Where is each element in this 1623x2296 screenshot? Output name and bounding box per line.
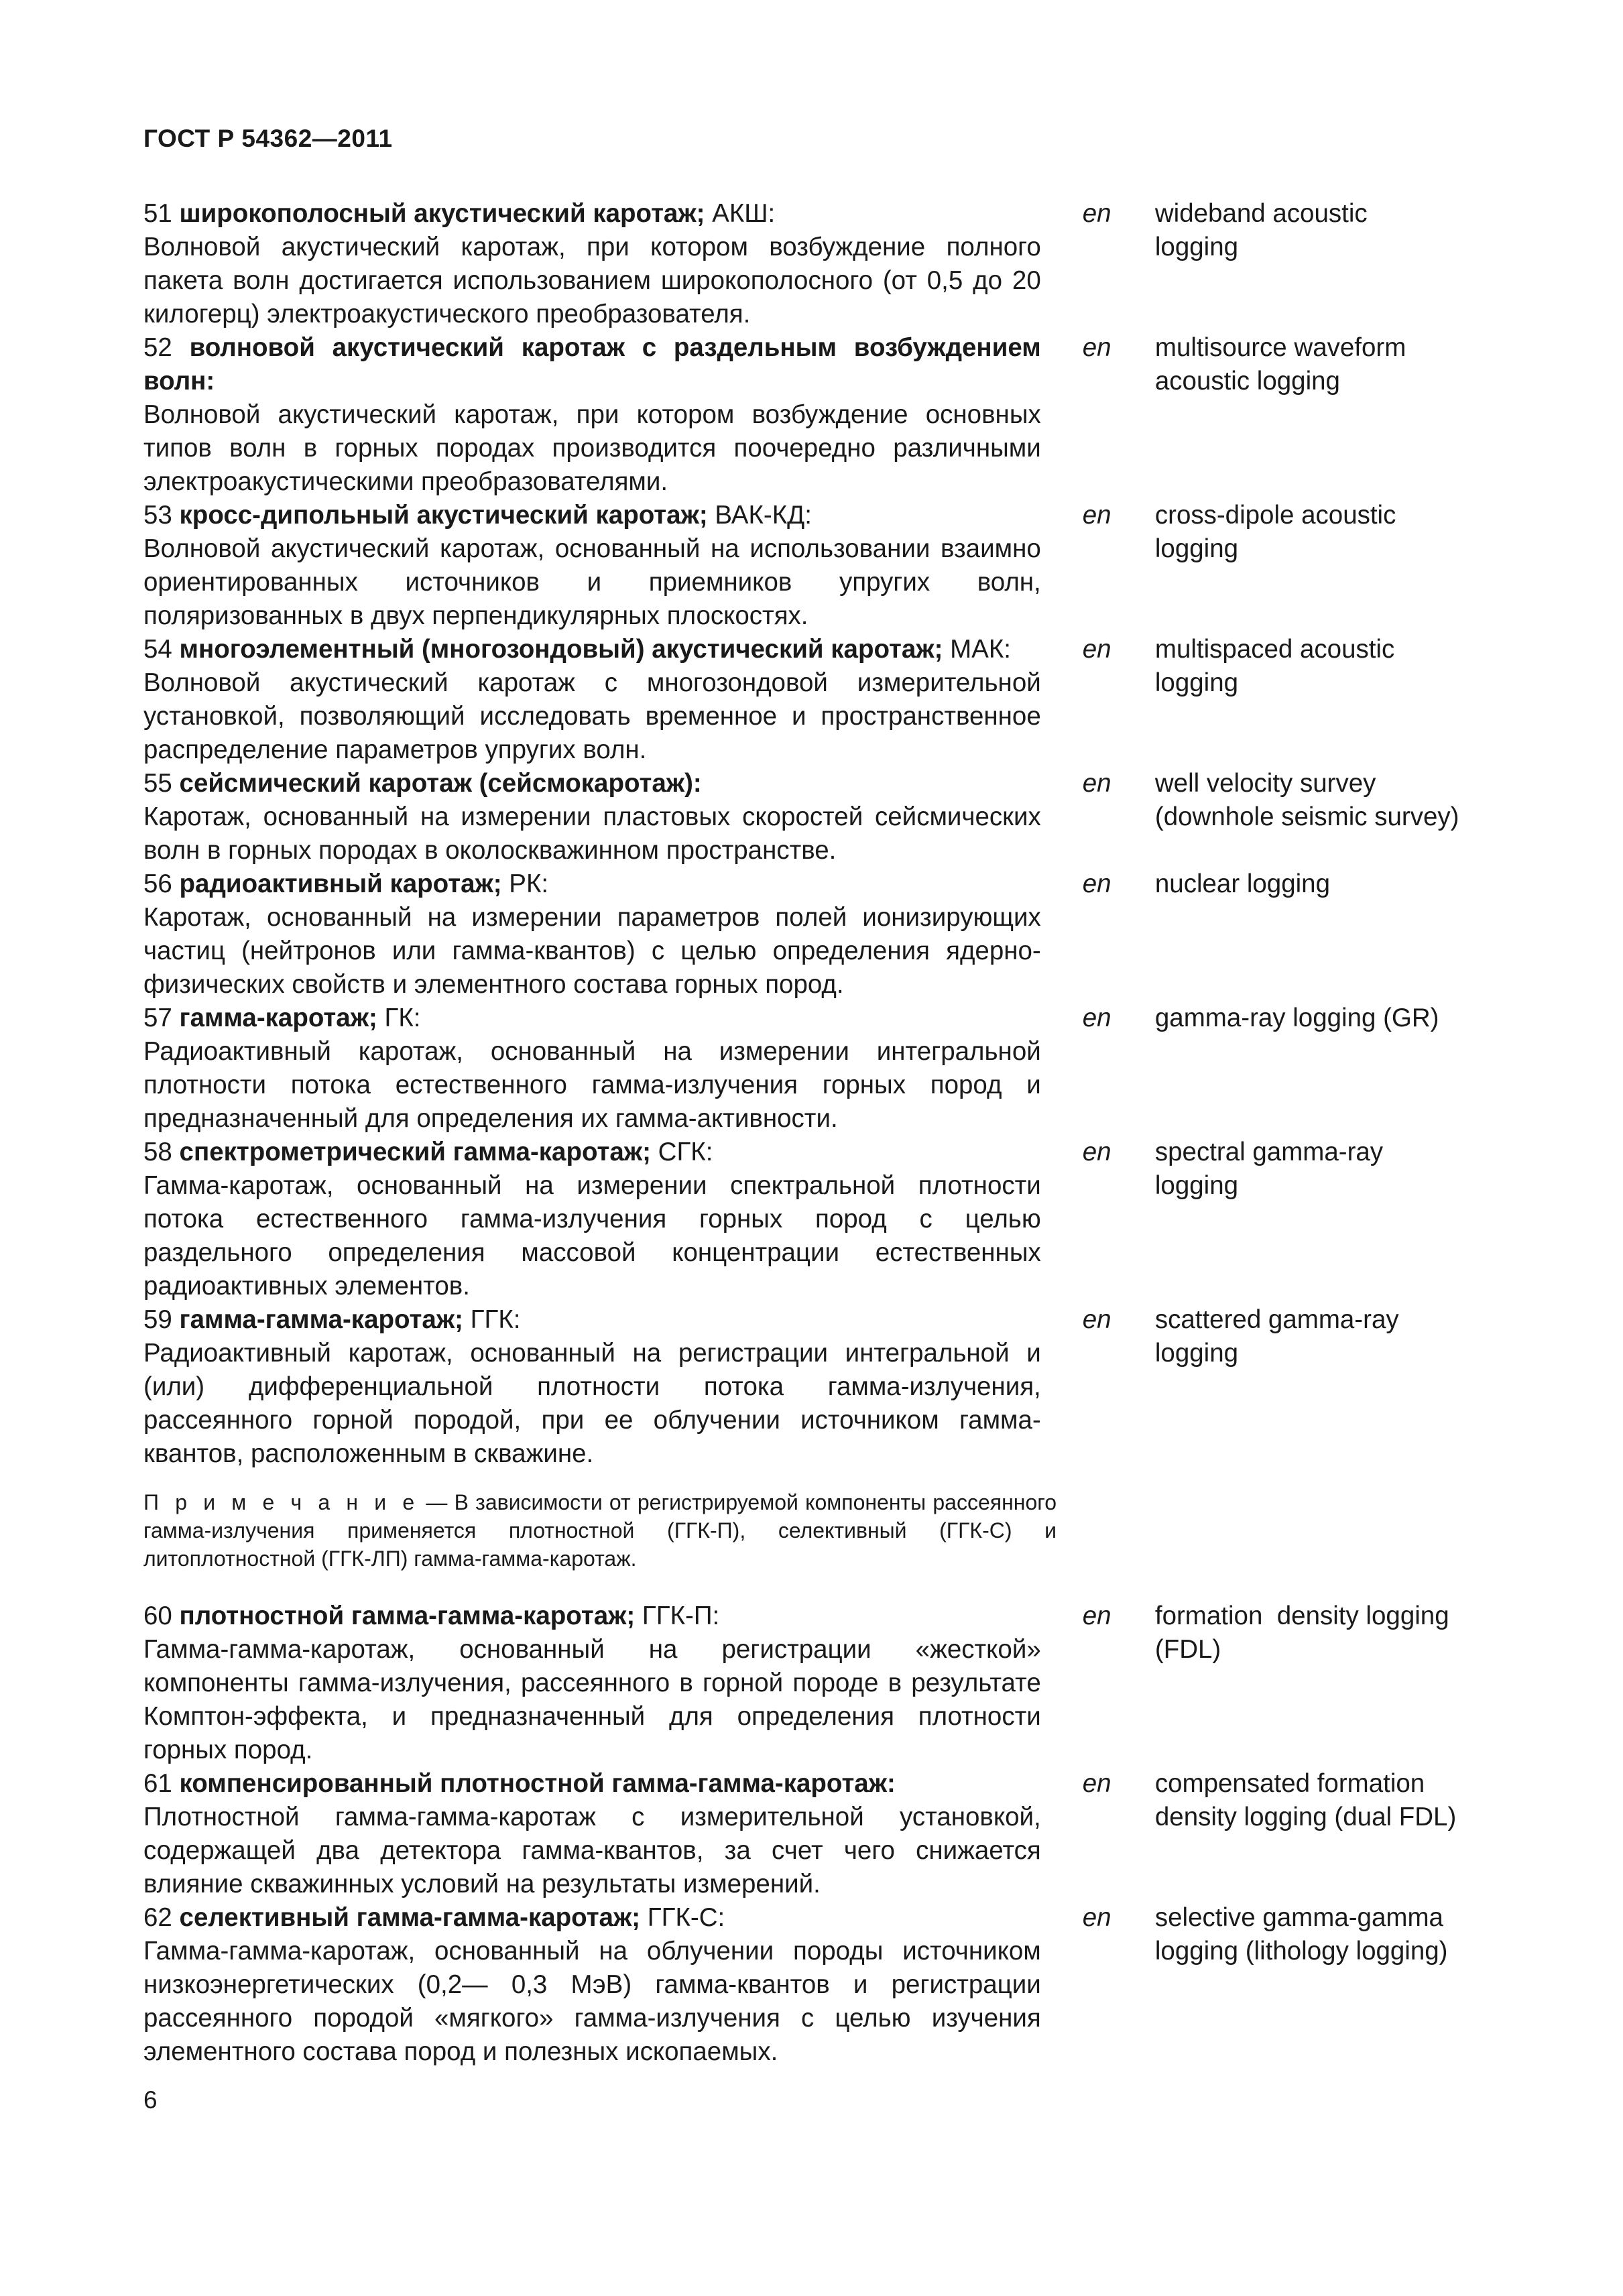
note-text: — В зависимости от регистрируемой компоненты рассеянного гамма-излучения применяется плотностной (ГГК-П), селективный (ГГК-С) и литоплотностной (ГГК-ЛП) гамма-гамма-каротаж. [143,1490,1057,1571]
term-text [143,1002,1041,1136]
english-equivalent: wideband acoustic logging [1154,199,1368,261]
term-name: широкополосный акустический каротаж; [179,199,705,228]
term-entry-58 [143,1136,1498,1303]
page-number: 6 [143,2086,158,2114]
term-abbreviation: ВАК-КД: [707,501,812,530]
terms-list [143,197,1498,2069]
term-number: 56 [143,869,172,898]
language-code: en [1082,333,1111,362]
english-equivalent: formation density logging (FDL) [1154,1602,1449,1664]
term-text [143,1901,1041,2069]
english-equivalent: nuclear logging [1154,869,1331,898]
english-equivalent: spectral gamma-ray logging [1154,1138,1384,1200]
term-abbreviation: МАК: [943,635,1011,664]
term-abbreviation: РК: [501,869,549,898]
term-abbreviation: СГК: [650,1138,713,1166]
term-text [143,1303,1041,1471]
term-number: 59 [143,1305,172,1334]
term-definition: Каротаж, основанный на измерении пластовых скоростей сейсмических волн в горных породах в околоскважинном пространстве. [143,802,1041,865]
term-abbreviation: ГГК: [463,1305,521,1334]
term-name: волновой акустический каротаж с раздельным возбуждением волн: [143,333,1041,396]
term-entry-61 [143,1767,1498,1901]
english-equivalent: scattered gamma-ray logging [1154,1305,1399,1368]
term-definition: Гамма-гамма-каротаж, основанный на облучении породы источником низкоэнергетических (0,2— 0,3 МэВ) гамма-квантов и регистрации рассеянного породой «мягкого» гамма-излучения с целью изучения элементного состава пород и полезных ископаемых. [143,1937,1041,2066]
language-code: en [1082,769,1111,798]
term-entry-56 [143,867,1498,1002]
language-code: en [1082,1305,1111,1334]
term-entry-53 [143,499,1498,633]
language-code: en [1082,1004,1111,1032]
language-code: en [1082,1903,1111,1932]
term-entry-62 [143,1901,1498,2069]
term-definition: Волновой акустический каротаж, при котором возбуждение основных типов волн в горных породах производится поочередно различными электроакустическими преобразователями. [143,400,1041,496]
term-entry-57 [143,1002,1498,1136]
term-number: 61 [143,1769,172,1798]
term-entry-52 [143,331,1498,499]
term-name: селективный гамма-гамма-каротаж; [179,1903,641,1932]
language-code: en [1082,1138,1111,1166]
term-abbreviation: ГГК-С: [640,1903,725,1932]
english-equivalent: compensated formation density logging (dual FDL) [1154,1769,1457,1831]
term-text [143,767,1041,867]
term-text [143,867,1041,1002]
term-text [143,331,1041,499]
term-number: 54 [143,635,172,664]
term-number: 52 [143,333,172,362]
term-abbreviation: ГК: [377,1004,421,1032]
term-name: плотностной гамма-гамма-каротаж; [179,1602,636,1630]
term-number: 62 [143,1903,172,1932]
term-text [143,1767,1041,1901]
term-name: кросс-дипольный акустический каротаж; [179,501,708,530]
term-definition: Гамма-каротаж, основанный на измерении спектральной плотности потока естественного гамма-излучения горных пород с целью раздельного определения массовой концентрации естественных радиоактивных элементов. [143,1171,1041,1301]
term-entry-55 [143,767,1498,867]
term-text [143,1136,1041,1303]
term-number: 51 [143,199,172,228]
language-code: en [1082,869,1111,898]
english-equivalent: selective gamma-gamma logging (lithology logging) [1154,1903,1448,1966]
term-abbreviation: ГГК-П: [635,1602,720,1630]
term-definition: Волновой акустический каротаж с многозондовой измерительной установкой, позволяющий исследовать временное и пространственное распределение параметров упругих волн. [143,668,1041,764]
term-definition: Радиоактивный каротаж, основанный на регистрации интегральной и (или) дифференциальной плотности потока гамма-излучения, рассеянного горной породой, при ее облучении источником гамма-квантов, расположенным в скважине. [143,1339,1041,1468]
term-name: многоэлементный (многозондовый) акустический каротаж; [179,635,943,664]
term-text [143,499,1041,633]
term-text [143,633,1041,767]
term-name: спектрометрический гамма-каротаж; [179,1138,651,1166]
term-entry-51 [143,197,1498,331]
language-code: en [1082,501,1111,530]
term-definition: Волновой акустический каротаж, при котором возбуждение полного пакета волн достигается использованием широкополосного (от 0,5 до 20 килогерц) электроакустического преобразователя. [143,233,1041,328]
term-name: гамма-гамма-каротаж; [179,1305,463,1334]
term-number: 57 [143,1004,172,1032]
term-name: сейсмический каротаж (сейсмокаротаж): [179,769,702,798]
term-definition: Каротаж, основанный на измерении параметров полей ионизирующих частиц (нейтронов или гамма-квантов) с целью определения ядерно-физических свойств и элементного состава горных пород. [143,903,1041,999]
term-definition: Волновой акустический каротаж, основанный на использовании взаимно ориентированных источников и приемников упругих волн, поляризованных в двух перпендикулярных плоскостях. [143,534,1041,630]
term-abbreviation: АКШ: [705,199,776,228]
term-name: компенсированный плотностной гамма-гамма-каротаж: [179,1769,896,1798]
term-name: гамма-каротаж; [179,1004,377,1032]
english-equivalent: cross-dipole acoustic logging [1154,501,1396,563]
language-code: en [1082,199,1111,228]
english-equivalent: multisource waveform acoustic logging [1154,333,1406,396]
term-text [143,197,1041,331]
english-equivalent: multispaced acoustic logging [1154,635,1395,697]
language-code: en [1082,1602,1111,1630]
english-equivalent: gamma-ray logging (GR) [1154,1004,1439,1032]
term-definition: Плотностной гамма-гамма-каротаж с измерительной установкой, содержащей два детектора гамма-квантов, за счет чего снижается влияние скважинных условий на результаты измерений. [143,1803,1041,1898]
term-number: 55 [143,769,172,798]
term-number: 53 [143,501,172,530]
note-label: П р и м е ч а н и е [143,1490,420,1514]
document-header: ГОСТ Р 54362—2011 [143,125,393,152]
term-number: 60 [143,1602,172,1630]
note [143,1488,1057,1573]
language-code: en [1082,635,1111,664]
term-text [143,1599,1041,1767]
term-entry-60 [143,1599,1498,1767]
term-number: 58 [143,1138,172,1166]
term-name: радиоактивный каротаж; [179,869,502,898]
term-entry-54 [143,633,1498,767]
term-definition: Гамма-гамма-каротаж, основанный на регистрации «жесткой» компоненты гамма-излучения, рассеянного в горной породе в результате Комптон-эффекта, и предназначенный для определения плотности горных пород. [143,1635,1041,1764]
language-code: en [1082,1769,1111,1798]
term-definition: Радиоактивный каротаж, основанный на измерении интегральной плотности потока естественного гамма-излучения горных пород и предназначенный для определения их гамма-активности. [143,1037,1041,1133]
english-equivalent: well velocity survey (downhole seismic survey) [1154,769,1459,831]
term-entry-59 [143,1303,1498,1471]
